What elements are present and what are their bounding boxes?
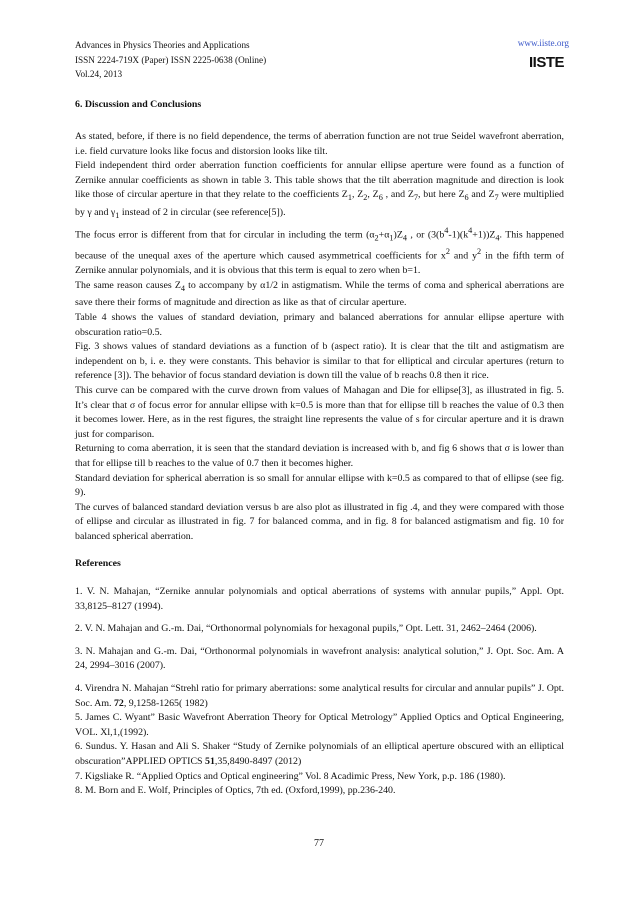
journal-volume: Vol.24, 2013 xyxy=(75,69,123,79)
journal-issn: ISSN 2224-719X (Paper) ISSN 2225-0638 (Online) xyxy=(75,54,267,65)
reference-item: 8. M. Born and E. Wolf, Principles of Optics, 7th ed. (Oxford,1999), pp.236-240. xyxy=(75,785,396,797)
iiste-logo-text: IISTE xyxy=(529,54,565,71)
reference-item: 5. James C. Wyant” Basic Wavefront Aberration Theory for Optical Metrology” Applied Optics and Optical Engineering, VOL. Xl,1,(1992). xyxy=(75,712,564,738)
page-number: 77 xyxy=(314,838,324,849)
reference-item: 3. N. Mahajan and G.-m. Dai, “Orthonormal polynomials in wavefront analysis: analytical solution,” J. Opt. Soc. Am. A 24, 2994–3016 (2007). xyxy=(75,645,564,672)
paragraph-8: Returning to coma aberration, it is seen that the standard deviation is increased with b, and fig 6 shows that σ is lower than that for ellipse till b reaches to the value of 0.7 then it becomes higher. xyxy=(75,443,564,469)
references-section xyxy=(75,558,564,569)
iiste-logo xyxy=(529,52,565,74)
discussion-body xyxy=(75,130,564,545)
journal-url-link[interactable]: www.iiste.org xyxy=(517,38,569,48)
paragraph-5: Table 4 shows the values of standard deviation, primary and balanced aberrations for annular ellipse aperture with obscuration ratio=0.5. xyxy=(75,312,564,338)
paragraph-4: The same reason causes $Z_4$ to accompany by α1/2 in astigmatism. While the terms of coma and spherical aberrations are save there their forms of magnitude and direction as like as that of circular aperture. xyxy=(75,279,564,309)
discussion-section xyxy=(75,99,564,110)
references-heading: References xyxy=(75,558,121,569)
paragraph-3: The focus error is different from that for circular in including the term $(\alpha_2+\alpha_1)Z_4$ , or $(3(b^4-1)(k^4+1))Z_4$. This happened because of the unequal axes of the aperture which caused asymmetrical coefficients for $x^2$ and $y^2$ in the fifth term of Zernike annular polynomials, and it is obvious that this term is equal to zero when b=1. xyxy=(75,225,564,277)
paragraph-10: The curves of balanced standard deviation versus b are also plot as illustrated in fig .4, and they were compared with those of ellipse and circular as illustrated in fig. 7 for balanced comma, and in fig. 8 for balanced astigmatism and fig. 10 for balanced spherical aberration. xyxy=(75,501,564,542)
references-list xyxy=(75,585,564,799)
reference-item: 7. Kigsliake R. “Applied Optics and Optical engineering” Vol. 8 Acadimic Press, New York, p.p. 186 (1980). xyxy=(75,770,506,782)
reference-item: 1. V. N. Mahajan, “Zernike annular polynomials and optical aberrations of systems with annular pupils,” Appl. Opt. 33,8125–8127 (1994). xyxy=(75,586,564,612)
section-heading: 6. Discussion and Conclusions xyxy=(75,99,202,110)
reference-item: 2. V. N. Mahajan and G.-m. Dai, “Orthonormal polynomials for hexagonal pupils,” Opt. Lett. 31, 2462–2464 (2006). xyxy=(75,623,537,635)
paragraph-2: Field independent third order aberration function coefficients for annular ellipse aperture were found as a function of Zernike annular coefficients as shown in table 3. This table shows that the tilt aberration magnitude and direction is look like those of circular aperture in that they relate to the coefficients $Z_1$, $Z_2$, $Z_6$ , and $Z_7$, but here $Z_6$ and $Z_7$ were multiplied by γ and $\gamma_1$ instead of 2 in circular (see reference[5]). xyxy=(75,160,564,220)
paragraph-7: This curve can be compared with the curve drown from values of Mahagan and Die for ellipse[3], as illustrated in fig. 5. It’s clear that σ of focus error for annular ellipse with k=0.5 is more than that for ellipse till b reaches the value of 0.3 then it becomes lower. Here, as in the rest figures, the straight line represents the value of s for circular aperture and it is drawn just for comparison. xyxy=(75,384,564,440)
journal-header xyxy=(75,38,266,82)
journal-name: Advances in Physics Theories and Applications xyxy=(75,40,250,50)
reference-item: 6. Sundus. Y. Hasan and Ali S. Shaker “Study of Zernike polynomials of an elliptical aperture obscured with an elliptical obscuration”APPLIED OPTICS 51,35,8490-8497 (2012) xyxy=(75,741,564,767)
reference-item: 4. Virendra N. Mahajan “Strehl ratio for primary aberrations: some analytical results for circular and annular pupils” J. Opt. Soc. Am. 72, 9,1258-1265( 1982) xyxy=(75,682,564,709)
paragraph-1: As stated, before, if there is no field dependence, the terms of aberration function are not true Seidel wavefront aberration, i.e. field curvature looks like focus and distorsion looks like tilt. xyxy=(75,131,564,157)
paragraph-6: Fig. 3 shows values of standard deviations as a function of b (aspect ratio). It is clear that the tilt and astigmatism are independent on b, i. e. they were constants. This behavior is similar to that for elliptical and circular apertures (return to reference [3]). The behavior of focus standard deviation is down till the value of b reachs 0.8 then it rice. xyxy=(75,341,564,382)
paragraph-9: Standard deviation for spherical aberration is so small for annular ellipse with k=0.5 as compared to that of ellipse (see fig. 9). xyxy=(75,472,564,499)
